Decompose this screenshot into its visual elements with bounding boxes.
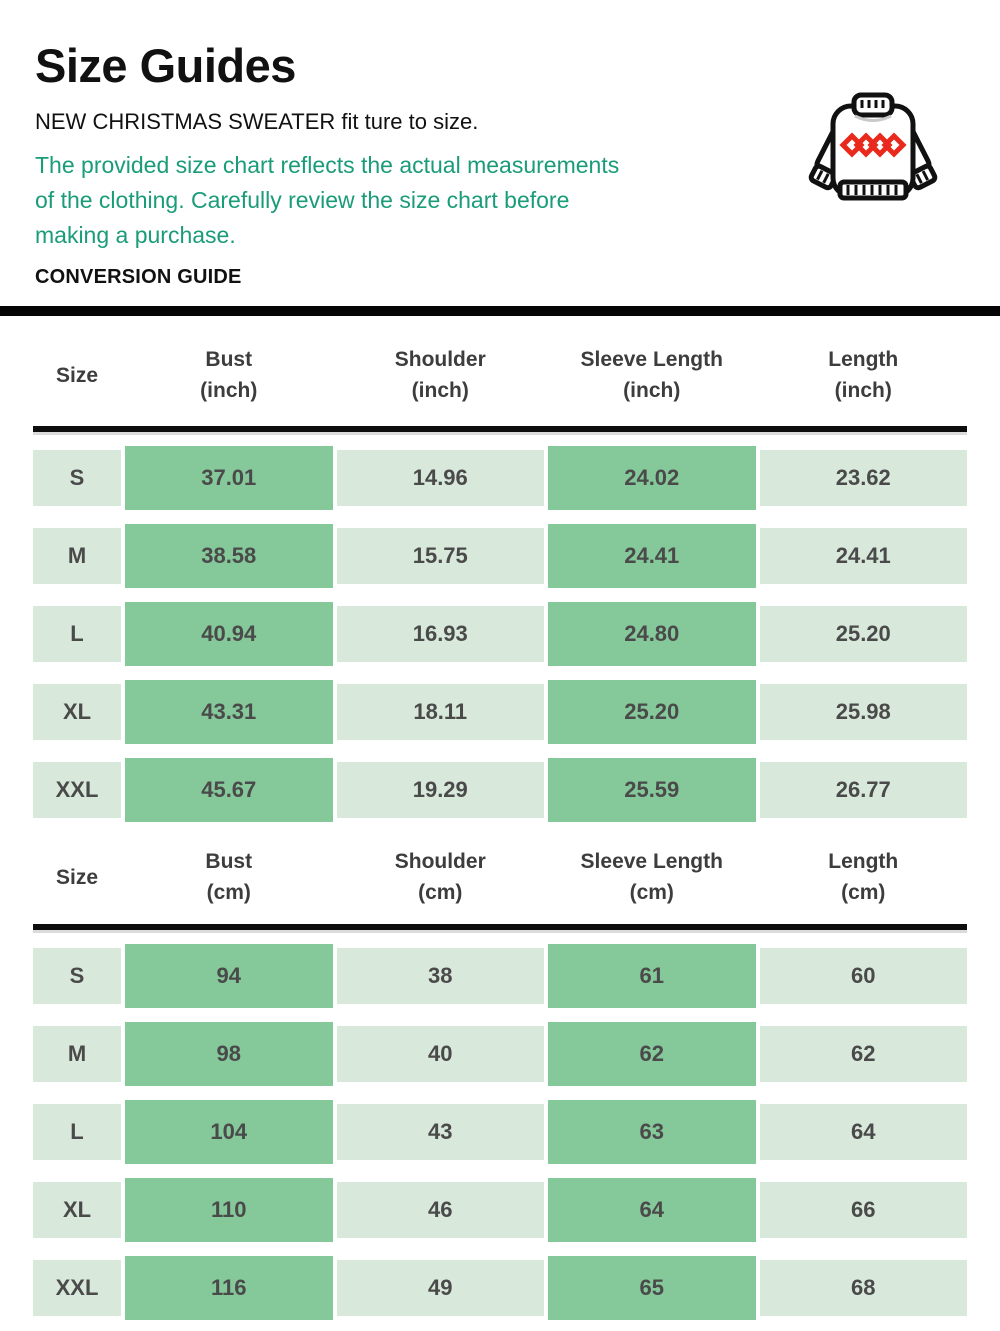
note-line: making a purchase. — [35, 222, 236, 248]
value-cell: 25.98 — [760, 684, 968, 740]
table-row — [33, 1178, 967, 1242]
size-cell: XL — [33, 684, 121, 740]
conversion-guide-label: CONVERSION GUIDE — [35, 266, 242, 288]
column-header-unit: (cm) — [841, 881, 886, 904]
column-header-bust — [125, 344, 333, 406]
inch-table-divider — [33, 426, 967, 432]
value-cell: 25.20 — [548, 680, 756, 744]
column-header-label: Bust — [205, 348, 253, 371]
column-header-label: Length — [828, 850, 899, 873]
column-header-label: Size — [55, 363, 99, 387]
page-title: Size Guides — [35, 39, 296, 92]
value-cell: 110 — [125, 1178, 333, 1242]
size-cell: M — [33, 528, 121, 584]
table-row — [33, 1100, 967, 1164]
value-cell: 46 — [337, 1182, 545, 1238]
value-cell: 68 — [760, 1260, 968, 1316]
value-cell: 18.11 — [337, 684, 545, 740]
column-header-label: Shoulder — [394, 850, 486, 873]
value-cell: 23.62 — [760, 450, 968, 506]
column-header-size — [33, 862, 121, 893]
column-header-unit: (cm) — [629, 881, 674, 904]
column-header-unit: (cm) — [206, 881, 251, 904]
inch-table-body — [33, 446, 967, 822]
note-line: of the clothing. Carefully review the size chart before — [35, 187, 570, 213]
inch-table-header — [33, 316, 967, 426]
size-cell: L — [33, 606, 121, 662]
size-cell: XL — [33, 1182, 121, 1238]
table-row — [33, 944, 967, 1008]
column-header-size — [33, 360, 121, 391]
table-row — [33, 758, 967, 822]
column-header-label: Sleeve Length — [580, 348, 723, 371]
value-cell: 38.58 — [125, 524, 333, 588]
cm-table-divider — [33, 924, 967, 930]
table-row — [33, 1022, 967, 1086]
value-cell: 40.94 — [125, 602, 333, 666]
column-header-unit: (inch) — [200, 379, 258, 402]
value-cell: 104 — [125, 1100, 333, 1164]
column-header-label: Length — [828, 348, 899, 371]
cm-table-header — [33, 822, 967, 924]
size-cell: M — [33, 1026, 121, 1082]
value-cell: 61 — [548, 944, 756, 1008]
value-cell: 66 — [760, 1182, 968, 1238]
value-cell: 38 — [337, 948, 545, 1004]
value-cell: 24.02 — [548, 446, 756, 510]
size-cell: S — [33, 450, 121, 506]
value-cell: 49 — [337, 1260, 545, 1316]
value-cell: 64 — [760, 1104, 968, 1160]
column-header-length — [760, 846, 968, 908]
size-cell: XXL — [33, 1260, 121, 1316]
value-cell: 25.59 — [548, 758, 756, 822]
column-header-unit: (inch) — [834, 379, 892, 402]
table-row — [33, 602, 967, 666]
note-line: The provided size chart reflects the actual measurements — [35, 152, 620, 178]
size-cell: L — [33, 1104, 121, 1160]
value-cell: 24.80 — [548, 602, 756, 666]
column-header-sleeve-length — [548, 846, 756, 908]
size-tables — [33, 316, 967, 1320]
column-header-sleeve-length — [548, 344, 756, 406]
value-cell: 98 — [125, 1022, 333, 1086]
value-cell: 43.31 — [125, 680, 333, 744]
value-cell: 60 — [760, 948, 968, 1004]
value-cell: 24.41 — [548, 524, 756, 588]
column-header-label: Bust — [205, 850, 253, 873]
value-cell: 40 — [337, 1026, 545, 1082]
value-cell: 15.75 — [337, 528, 545, 584]
column-header-shoulder — [337, 846, 545, 908]
header-divider-bar — [0, 306, 1000, 316]
value-cell: 14.96 — [337, 450, 545, 506]
value-cell: 62 — [548, 1022, 756, 1086]
table-row — [33, 524, 967, 588]
value-cell: 63 — [548, 1100, 756, 1164]
column-header-length — [760, 344, 968, 406]
value-cell: 16.93 — [337, 606, 545, 662]
value-cell: 24.41 — [760, 528, 968, 584]
table-row — [33, 1256, 967, 1320]
value-cell: 64 — [548, 1178, 756, 1242]
christmas-sweater-icon — [806, 92, 940, 222]
value-cell: 19.29 — [337, 762, 545, 818]
value-cell: 37.01 — [125, 446, 333, 510]
value-cell: 25.20 — [760, 606, 968, 662]
column-header-unit: (inch) — [623, 379, 681, 402]
value-cell: 62 — [760, 1026, 968, 1082]
table-row — [33, 446, 967, 510]
size-cell: XXL — [33, 762, 121, 818]
size-cell: S — [33, 948, 121, 1004]
value-cell: 26.77 — [760, 762, 968, 818]
column-header-shoulder — [337, 344, 545, 406]
fit-subtitle: NEW CHRISTMAS SWEATER fit ture to size. — [35, 109, 479, 134]
column-header-unit: (inch) — [411, 379, 469, 402]
value-cell: 94 — [125, 944, 333, 1008]
value-cell: 45.67 — [125, 758, 333, 822]
column-header-label: Shoulder — [394, 348, 486, 371]
cm-table-body — [33, 944, 967, 1320]
value-cell: 43 — [337, 1104, 545, 1160]
value-cell: 116 — [125, 1256, 333, 1320]
value-cell: 65 — [548, 1256, 756, 1320]
column-header-bust — [125, 846, 333, 908]
column-header-label: Size — [55, 865, 99, 889]
column-header-unit: (cm) — [418, 881, 463, 904]
column-header-label: Sleeve Length — [580, 850, 723, 873]
table-row — [33, 680, 967, 744]
